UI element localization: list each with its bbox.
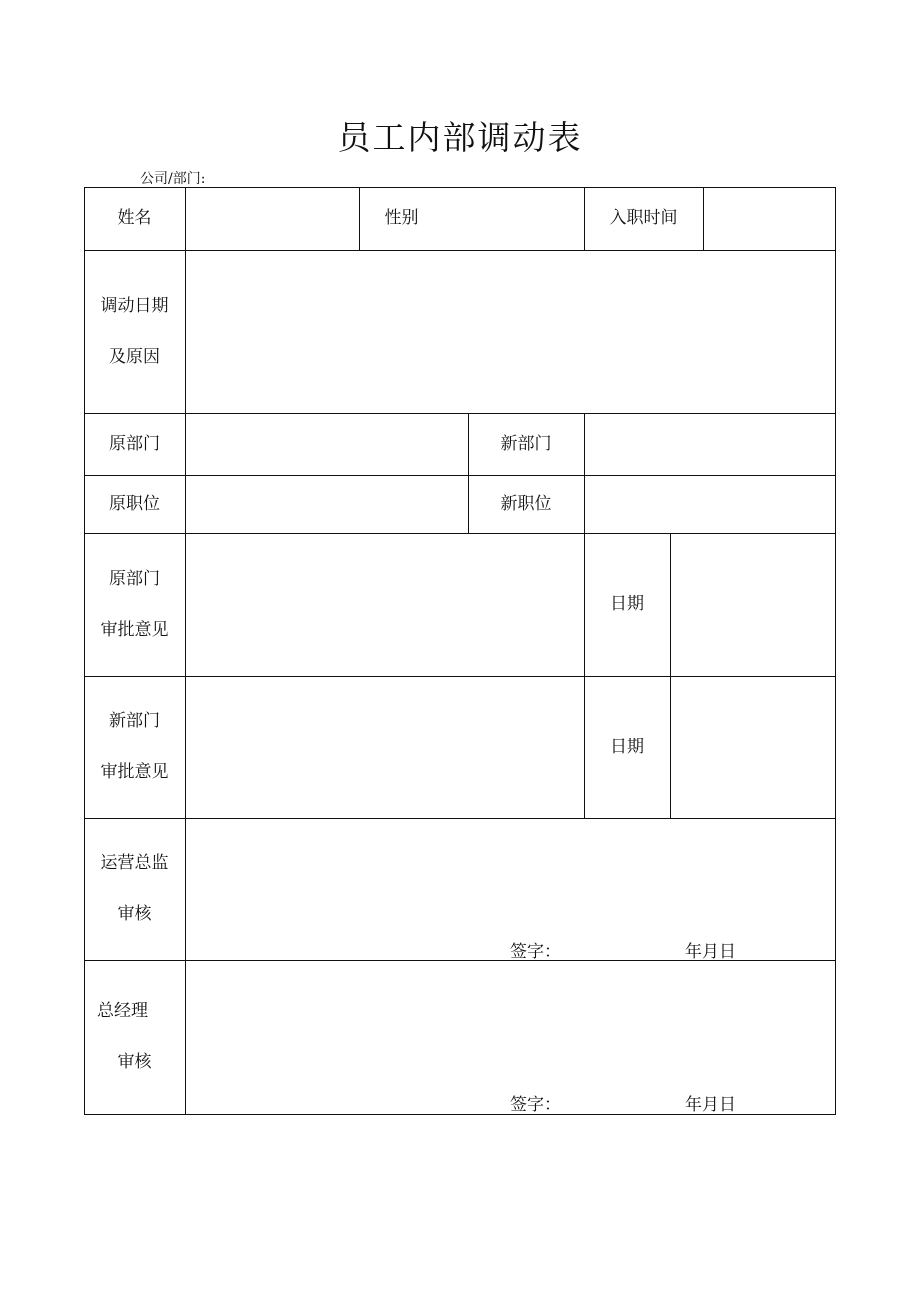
original-position-field[interactable] (186, 476, 468, 533)
original-dept-approval-label (84, 533, 185, 676)
general-manager-review-line2: 审核 (117, 1052, 152, 1072)
operations-director-review-line2: 审核 (117, 904, 152, 924)
transfer-date-reason-line1: 调动日期 (100, 295, 169, 316)
new-dept-approval-label (84, 676, 185, 818)
gender-field[interactable] (444, 188, 584, 250)
original-dept-approval-line2: 审批意见 (100, 619, 169, 640)
operations-director-review-line1: 运营总监 (100, 853, 169, 873)
hire-date-field[interactable] (704, 188, 835, 250)
new-department-field[interactable] (585, 414, 835, 475)
gm-signature-label: 签字： (510, 1095, 561, 1115)
name-field[interactable] (186, 188, 359, 250)
original-department-label: 原部门 (109, 433, 160, 454)
gm-date-label: 年月日 (685, 1095, 736, 1115)
operations-signature-label: 签字： (510, 942, 561, 962)
original-position-label: 原职位 (109, 493, 160, 514)
original-department-field[interactable] (186, 414, 468, 475)
operations-date-label: 年月日 (685, 942, 736, 962)
original-dept-approval-line1: 原部门 (109, 568, 160, 589)
new-position-label: 新职位 (500, 493, 552, 514)
transfer-date-reason-line2: 及原因 (109, 346, 160, 367)
original-dept-date-field[interactable] (671, 534, 835, 676)
transfer-date-reason-field[interactable] (186, 251, 835, 413)
new-dept-approval-line1: 新部门 (109, 711, 160, 731)
transfer-date-reason-label (84, 250, 185, 413)
hire-date-label: 入职时间 (609, 208, 678, 228)
new-dept-approval-field[interactable] (186, 677, 584, 818)
new-dept-date-label: 日期 (610, 736, 644, 757)
general-manager-review-label (84, 960, 185, 1114)
name-label: 姓名 (117, 208, 152, 228)
transfer-form-table (84, 187, 836, 1115)
new-department-label: 新部门 (500, 433, 552, 454)
original-dept-approval-field[interactable] (186, 534, 584, 676)
company-department-label: 公司/部门: (140, 171, 206, 187)
form-title: 员工内部调动表 (337, 118, 583, 157)
gender-label: 性别 (384, 208, 419, 228)
operations-director-review-label (84, 818, 185, 960)
new-position-field[interactable] (585, 476, 835, 533)
original-dept-date-label: 日期 (610, 594, 644, 614)
new-dept-date-field[interactable] (671, 677, 835, 818)
table-border-right (835, 187, 836, 1115)
new-dept-approval-line2: 审批意见 (100, 762, 169, 782)
general-manager-review-line1: 总经理 (97, 1001, 148, 1021)
